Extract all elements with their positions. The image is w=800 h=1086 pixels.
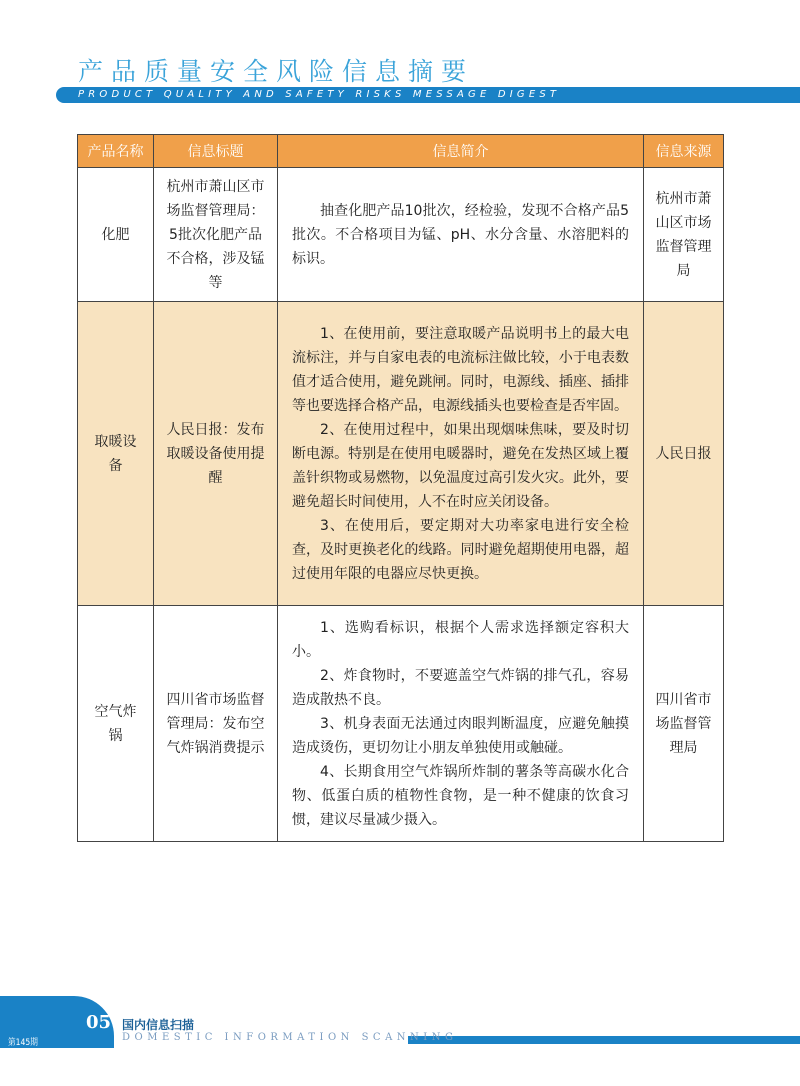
table-row xyxy=(78,168,724,302)
cell-title: 四川省市场监督管理局：发布空气炸锅消费提示 xyxy=(154,606,278,842)
brief-paragraph: 1、选购看标识，根据个人需求选择额定容积大小。 xyxy=(292,619,629,660)
cell-source: 杭州市萧山区市场监督管理局 xyxy=(644,168,724,302)
brief-paragraph: 2、炸食物时，不要遮盖空气炸锅的排气孔，容易造成散热不良。 xyxy=(292,667,629,708)
cell-title: 杭州市萧山区市场监督管理局：5批次化肥产品不合格，涉及锰等 xyxy=(154,168,278,302)
brief-paragraph: 1、在使用前，要注意取暖产品说明书上的最大电流标注，并与自家电表的电流标注做比较，小于电表数值才适合使用，避免跳闸。同时，电源线、插座、插排等也要选择合格产品，电源线插头也要检查是否牢固。 xyxy=(292,325,629,414)
cell-source: 人民日报 xyxy=(644,302,724,606)
brief-paragraph: 4、长期食用空气炸锅所炸制的薯条等高碳水化合物、低蛋白质的植物性食物，是一种不健康的饮食习惯，建议尽量减少摄入。 xyxy=(292,763,629,828)
page-subtitle: PRODUCT QUALITY AND SAFETY RISKS MESSAGE DIGEST xyxy=(66,87,800,103)
cell-brief xyxy=(278,168,644,302)
page-title: 产品质量安全风险信息摘要 xyxy=(78,57,475,86)
section-name-en: DOMESTIC INFORMATION SCANNING xyxy=(122,1032,458,1043)
column-header-title: 信息标题 xyxy=(154,135,278,168)
cell-title: 人民日报：发布取暖设备使用提醒 xyxy=(154,302,278,606)
cell-product: 化肥 xyxy=(78,168,154,302)
page-number: 05 xyxy=(86,1012,112,1033)
cell-brief xyxy=(278,302,644,606)
cell-source: 四川省市场监督管理局 xyxy=(644,606,724,842)
cell-brief xyxy=(278,606,644,842)
issue-label: 第145期 xyxy=(8,1038,38,1048)
column-header-brief: 信息简介 xyxy=(278,135,644,168)
cell-product: 空气炸锅 xyxy=(78,606,154,842)
section-name-cn: 国内信息扫描 xyxy=(122,1018,195,1032)
table-row xyxy=(78,302,724,606)
table-header-row xyxy=(78,135,724,168)
footer-rule xyxy=(408,1036,800,1044)
table-row xyxy=(78,606,724,842)
brief-paragraph: 3、机身表面无法通过肉眼判断温度，应避免触摸造成烫伤，更切勿让小朋友单独使用或触碰。 xyxy=(292,715,629,756)
brief-paragraph: 3、在使用后，要定期对大功率家电进行安全检查，及时更换老化的线路。同时避免超期使用电器，超过使用年限的电器应尽快更换。 xyxy=(292,517,629,582)
column-header-source: 信息来源 xyxy=(644,135,724,168)
cell-product: 取暖设备 xyxy=(78,302,154,606)
column-header-product: 产品名称 xyxy=(78,135,154,168)
risk-info-table xyxy=(77,134,724,842)
brief-paragraph: 抽查化肥产品10批次，经检验，发现不合格产品5批次。不合格项目为锰、pH、水分含量、水溶肥料的标识。 xyxy=(292,202,629,267)
brief-paragraph: 2、在使用过程中，如果出现烟味焦味，要及时切断电源。特别是在使用电暖器时，避免在发热区域上覆盖针织物或易燃物，以免温度过高引发火灾。此外，要避免超长时间使用，人不在时应关闭设备。 xyxy=(292,421,629,510)
